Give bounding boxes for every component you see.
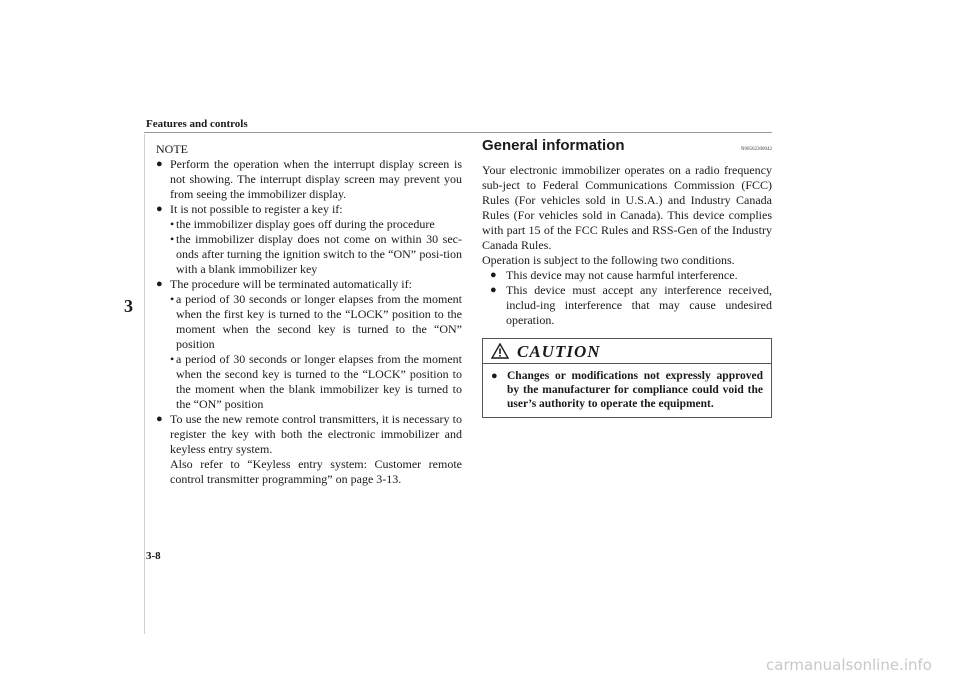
chapter-number: 3: [124, 296, 133, 316]
section-header: [482, 138, 772, 157]
note-sub-item: • the immobilizer display goes off during the procedure: [156, 217, 462, 232]
page-number: 3-8: [146, 550, 161, 562]
caution-body: [483, 364, 771, 417]
note-item: ● To use the new remote control transmitters, it is necessary to register the key with both the electronic immobilizer and keyless entry system.: [156, 412, 462, 457]
note-label: NOTE: [156, 142, 188, 156]
section-title: General information: [482, 137, 625, 154]
chapter-tab: [120, 134, 145, 634]
watermark: carmanualsonline.info: [766, 656, 932, 674]
section-code: N00562300042: [740, 147, 772, 152]
note-item: ● Perform the operation when the interrupt display screen is not showing. The interrupt display screen may prevent you from seeing the immobilizer display.: [156, 157, 462, 202]
note-sub-item: • the immobilizer display does not come on within 30 sec-onds after turning the ignition switch to the “ON” posi-tion with a blank immobilizer key: [156, 232, 462, 277]
warning-triangle-icon: [491, 343, 509, 359]
note-item: ● The procedure will be terminated automatically if:: [156, 277, 462, 292]
left-column: [156, 142, 462, 487]
caution-title: CAUTION: [517, 341, 601, 361]
paragraph: Your electronic immobilizer operates on a radio frequency sub-ject to Federal Communications Commission (FCC) Rules (For vehicles sold in U.S.A.) and Industry Canada Rules (For vehicles sold in Canada). This device complies with part 15 of the FCC Rules and RSS-Gen of the Industry Canada Rules.: [482, 163, 772, 252]
caution-box: [482, 338, 772, 418]
note-sub-item: • a period of 30 seconds or longer elapses from the moment when the first key is turned to the “LOCK” position to the moment when the second key is turned to the “ON” position: [156, 292, 462, 352]
condition-item: ● This device may not cause harmful interference.: [482, 268, 772, 283]
note-item: ● It is not possible to register a key if:: [156, 202, 462, 217]
caution-header: [483, 339, 771, 364]
caution-item: ● Changes or modifications not expressly approved by the manufacturer for compliance could void the user’s authority to operate the equipment.: [491, 369, 763, 411]
paragraph: Operation is subject to the following two conditions.: [482, 253, 735, 267]
note-extra: Also refer to “Keyless entry system: Customer remote control transmitter programming” on page 3-13.: [170, 457, 462, 486]
condition-item: ● This device must accept any interference received, includ-ing interference that may cause undesired operation.: [482, 283, 772, 328]
header-rule: [144, 132, 772, 133]
note-sub-item: • a period of 30 seconds or longer elapses from the moment when the second key is turned to the “LOCK” position to the moment when the blank immobilizer key is turned to the “ON” position: [156, 352, 462, 412]
right-column: [482, 138, 772, 418]
running-header: Features and controls: [146, 118, 248, 130]
